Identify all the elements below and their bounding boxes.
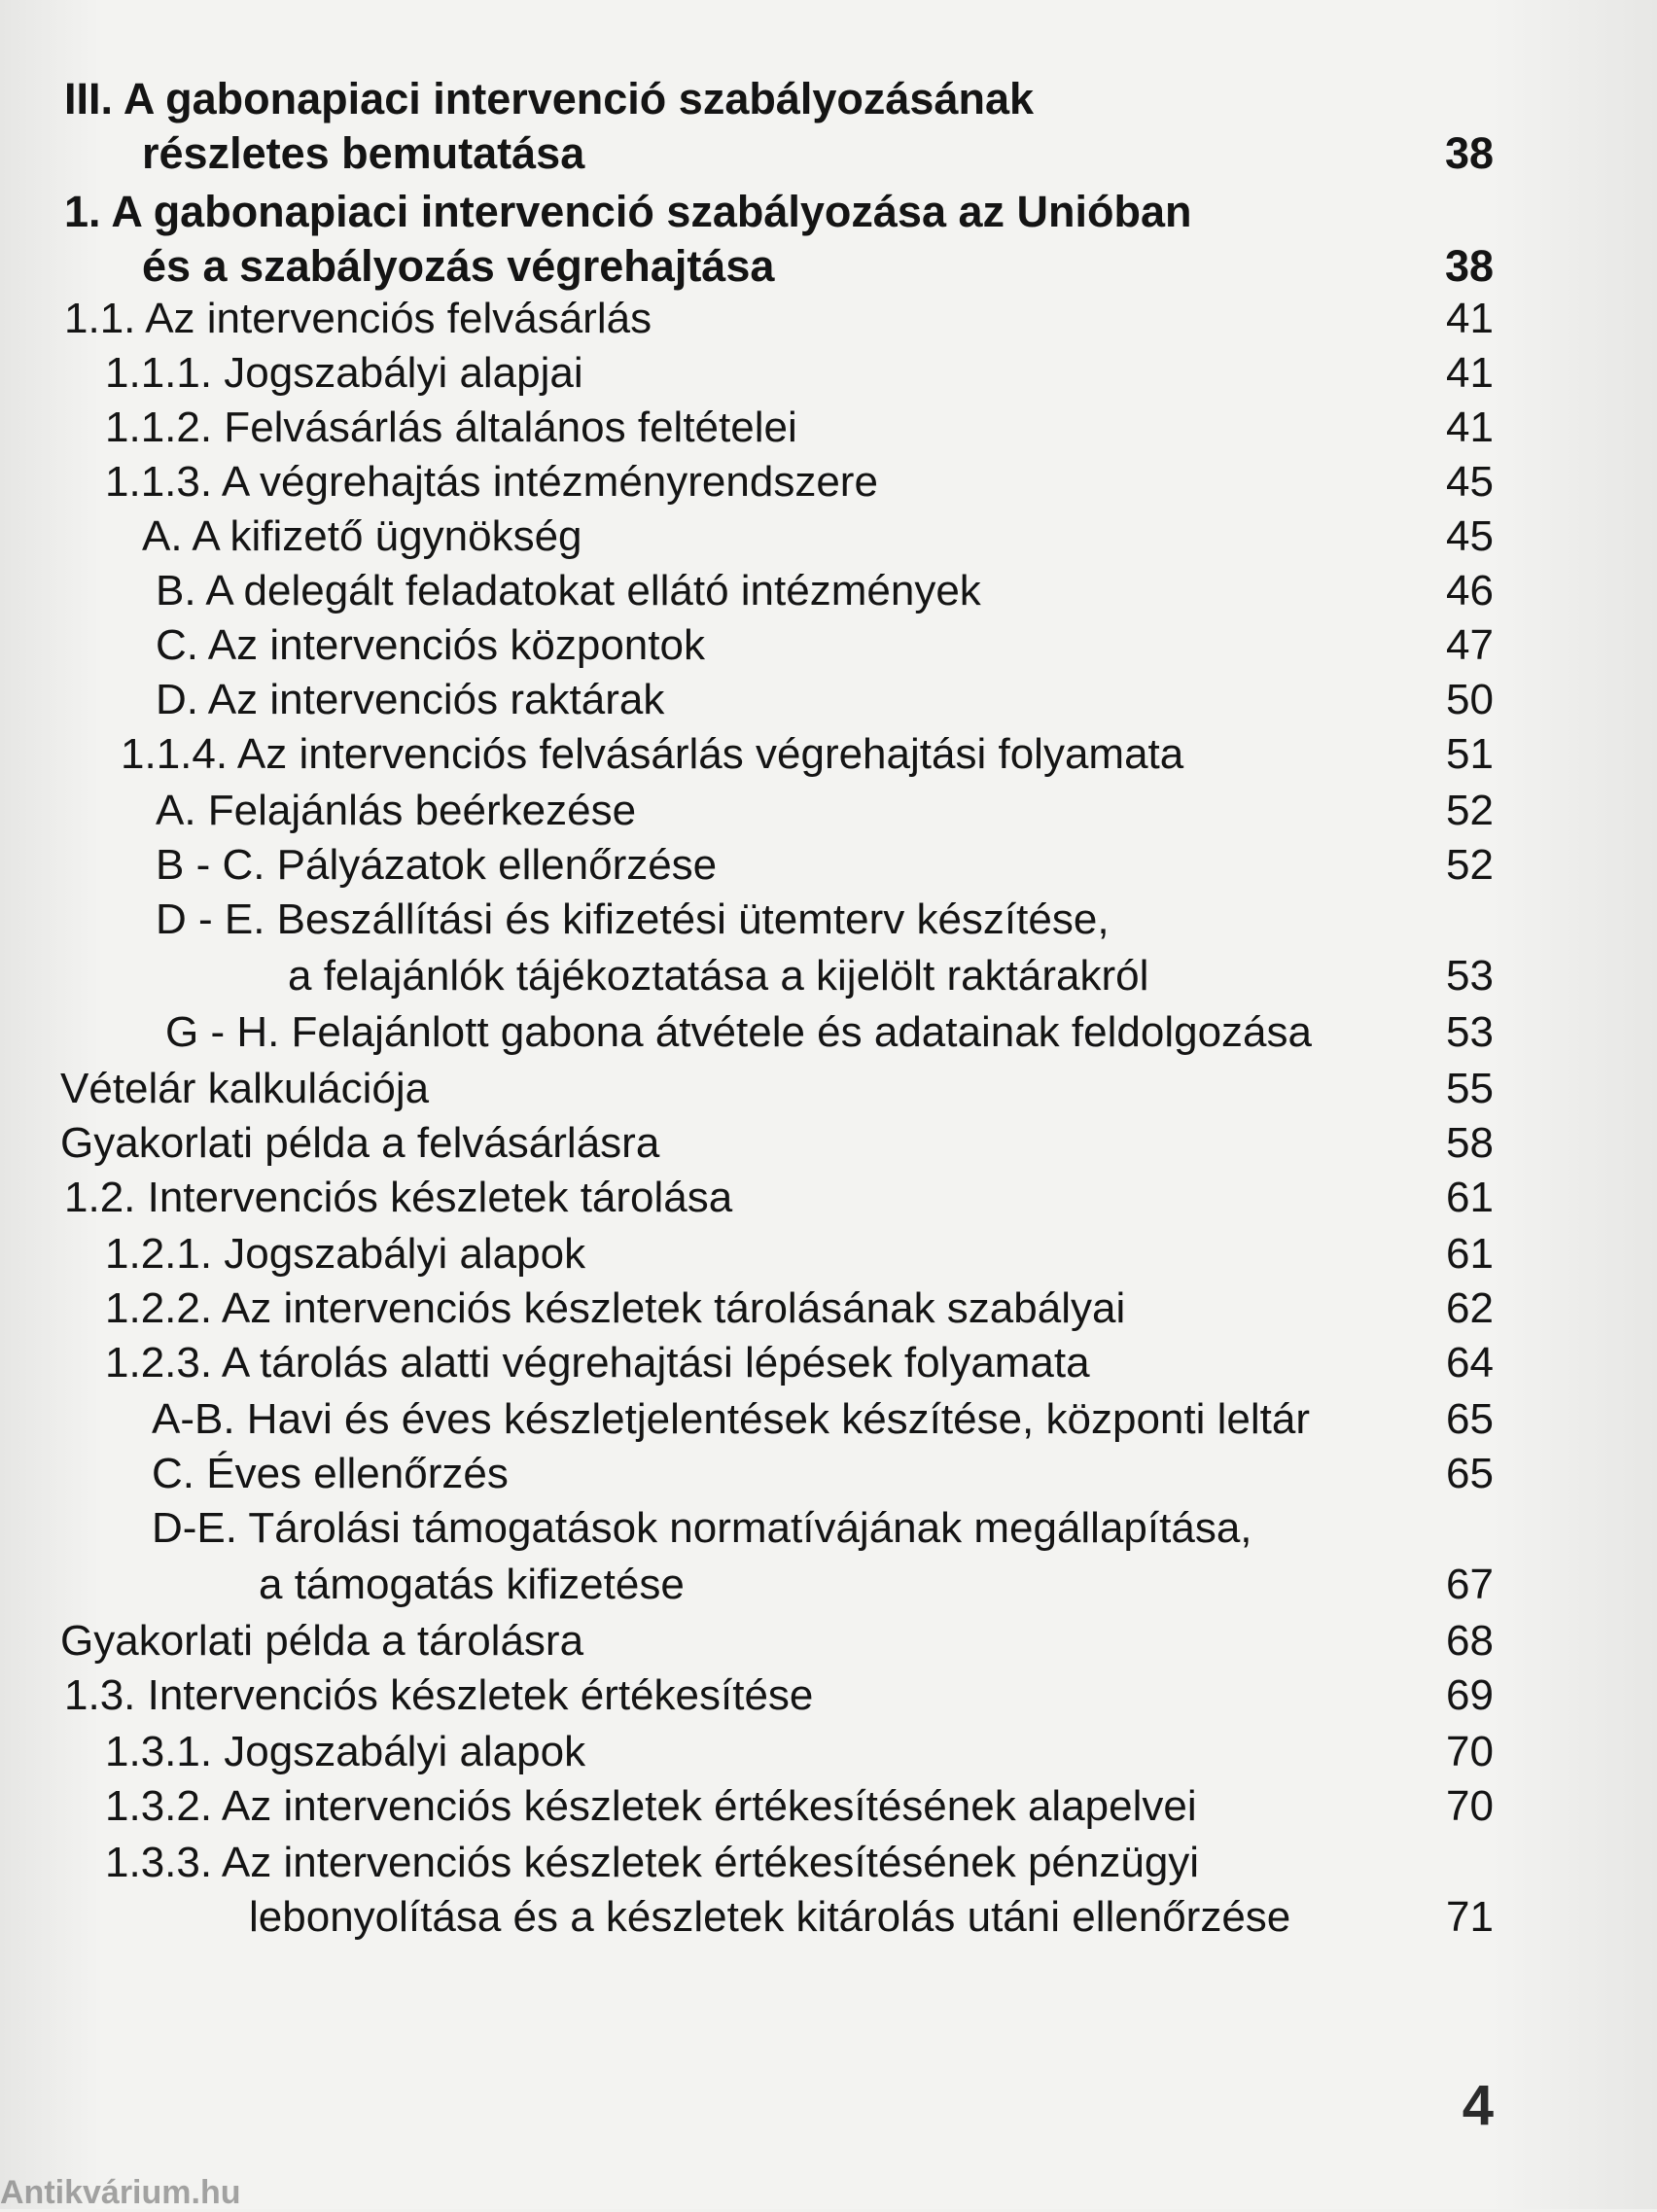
toc-entry	[0, 784, 1657, 838]
toc-entry-title: a támogatás kifizetése	[259, 1561, 685, 1608]
toc-entry-title: 1.1. Az intervenciós felvásárlás	[64, 295, 652, 342]
toc-entry	[0, 838, 1657, 893]
toc-entry-title: 1.1.4. Az intervenciós felvásárlás végrehajtási folyamata	[121, 730, 1184, 778]
toc-entry-title: D-E. Tárolási támogatások normatívájának megállapítása,	[152, 1504, 1252, 1552]
toc-entry-title: 1.2.2. Az intervenciós készletek tárolásának szabályai	[105, 1284, 1126, 1332]
toc-entry	[0, 1392, 1657, 1447]
toc-entry-title: A. Felajánlás beérkezése	[156, 787, 637, 834]
toc-entry-page: 55	[1446, 1065, 1494, 1112]
toc-entry	[0, 1890, 1657, 1945]
toc-entry-page: 64	[1446, 1339, 1494, 1387]
toc-entry-title: C. Éves ellenőrzés	[152, 1450, 509, 1497]
toc-entry-title: lebonyolítása és a készletek kitárolás utáni ellenőrzése	[249, 1893, 1291, 1941]
toc-entry-title: 1.2.1. Jogszabályi alapok	[105, 1230, 586, 1278]
toc-entry	[0, 1282, 1657, 1336]
toc-entry	[0, 1614, 1657, 1668]
toc-entry-title: 1.3.1. Jogszabályi alapok	[105, 1728, 586, 1775]
page-number: 4	[1462, 2074, 1494, 2137]
toc-entry	[0, 1779, 1657, 1834]
toc-entry-page: 53	[1446, 952, 1494, 1000]
toc-entry	[0, 72, 1657, 126]
toc-entry	[0, 509, 1657, 564]
toc-entry	[0, 401, 1657, 455]
toc-entry	[0, 727, 1657, 782]
watermark: Antikvárium.hu	[0, 2174, 241, 2211]
toc-entry-page: 70	[1446, 1782, 1494, 1830]
toc-entry-page: 46	[1446, 567, 1494, 614]
toc-entry-title: C. Az intervenciós központok	[156, 621, 705, 669]
toc-entry	[0, 455, 1657, 509]
toc-entry-title: és a szabályozás végrehajtása	[142, 241, 775, 291]
toc-entry-page: 70	[1446, 1728, 1494, 1775]
toc-entry-title: III. A gabonapiaci intervenció szabályozásának	[64, 74, 1035, 123]
toc-entry-title: 1.1.1. Jogszabályi alapjai	[105, 349, 583, 397]
toc-entry-page: 52	[1446, 841, 1494, 889]
toc-entry-title: részletes bemutatása	[142, 128, 585, 178]
toc-entry-page: 53	[1446, 1008, 1494, 1056]
toc-entry	[0, 185, 1657, 239]
toc-entry-title: A. A kifizető ügynökség	[142, 512, 582, 560]
toc-entry	[0, 1501, 1657, 1556]
toc-entry-title: D. Az intervenciós raktárak	[156, 676, 665, 723]
toc-entry-title: B. A delegált feladatokat ellátó intézmények	[156, 567, 981, 614]
toc-entry-title: 1.3.2. Az intervenciós készletek értékesítésének alapelvei	[105, 1782, 1197, 1830]
toc-entry	[0, 1836, 1657, 1890]
toc-entry-title: Gyakorlati példa a felvásárlásra	[60, 1119, 660, 1167]
toc-entry-page: 41	[1446, 349, 1494, 397]
toc-entry-page: 52	[1446, 787, 1494, 834]
toc-entry-page: 71	[1446, 1893, 1494, 1941]
toc-entry-page: 50	[1446, 676, 1494, 723]
toc-entry-title: 1.1.2. Felvásárlás általános feltételei	[105, 404, 797, 451]
toc-entry-page: 41	[1446, 295, 1494, 342]
toc-entry	[0, 1062, 1657, 1116]
toc-entry-page: 68	[1446, 1617, 1494, 1665]
toc-entry	[0, 564, 1657, 618]
toc-entry	[0, 1005, 1657, 1060]
toc-entry-title: a felajánlók tájékoztatása a kijelölt raktárakról	[288, 952, 1149, 1000]
toc-entry	[0, 949, 1657, 1003]
toc-entry-title: 1.2.3. A tárolás alatti végrehajtási lépések folyamata	[105, 1339, 1090, 1387]
toc-entry-page: 61	[1446, 1230, 1494, 1278]
toc-entry-title: B - C. Pályázatok ellenőrzése	[156, 841, 718, 889]
toc-entry-page: 38	[1444, 241, 1494, 291]
toc-entry-title: 1.1.3. A végrehajtás intézményrendszere	[105, 458, 878, 506]
toc-entry-title: D - E. Beszállítási és kifizetési ütemterv készítése,	[156, 895, 1110, 943]
toc-entry	[0, 1447, 1657, 1501]
toc-entry-page: 61	[1446, 1174, 1494, 1221]
toc-entry-title: Gyakorlati példa a tárolásra	[60, 1617, 584, 1665]
toc-entry	[0, 1725, 1657, 1779]
toc-entry-title: Vételár kalkulációja	[60, 1065, 430, 1112]
toc-entry	[0, 126, 1657, 181]
toc-entry	[0, 1558, 1657, 1612]
toc-entry	[0, 893, 1657, 947]
toc-entry	[0, 1668, 1657, 1723]
toc-entry-title: 1.3.3. Az intervenciós készletek értékesítésének pénzügyi	[105, 1839, 1200, 1886]
toc-entry	[0, 618, 1657, 673]
toc-entry	[0, 1227, 1657, 1282]
toc-entry-page: 65	[1446, 1395, 1494, 1443]
toc-entry-page: 45	[1446, 458, 1494, 506]
toc-entry-title: G - H. Felajánlott gabona átvétele és adatainak feldolgozása	[165, 1008, 1312, 1056]
toc-entry	[0, 292, 1657, 346]
toc-entry-title: 1.2. Intervenciós készletek tárolása	[64, 1174, 733, 1221]
toc-entry-page: 51	[1446, 730, 1494, 778]
toc-entry-page: 65	[1446, 1450, 1494, 1497]
toc-entry-page: 62	[1446, 1284, 1494, 1332]
toc-entry-title: A-B. Havi és éves készletjelentések készítése, központi leltár	[152, 1395, 1310, 1443]
toc-entry-page: 58	[1446, 1119, 1494, 1167]
toc-entry	[0, 346, 1657, 401]
toc-entry-title: 1.3. Intervenciós készletek értékesítése	[64, 1671, 814, 1719]
toc-entry	[0, 673, 1657, 727]
toc-entry	[0, 1116, 1657, 1171]
toc-entry-page: 38	[1444, 128, 1494, 178]
toc-entry-page: 67	[1446, 1561, 1494, 1608]
toc-entry-title: 1. A gabonapiaci intervenció szabályozása az Unióban	[64, 187, 1192, 236]
toc-entry	[0, 1171, 1657, 1225]
toc-entry	[0, 239, 1657, 294]
toc-entry-page: 69	[1446, 1671, 1494, 1719]
toc-entry-page: 47	[1446, 621, 1494, 669]
toc-entry	[0, 1336, 1657, 1390]
toc-entry-page: 45	[1446, 512, 1494, 560]
toc-entry-page: 41	[1446, 404, 1494, 451]
